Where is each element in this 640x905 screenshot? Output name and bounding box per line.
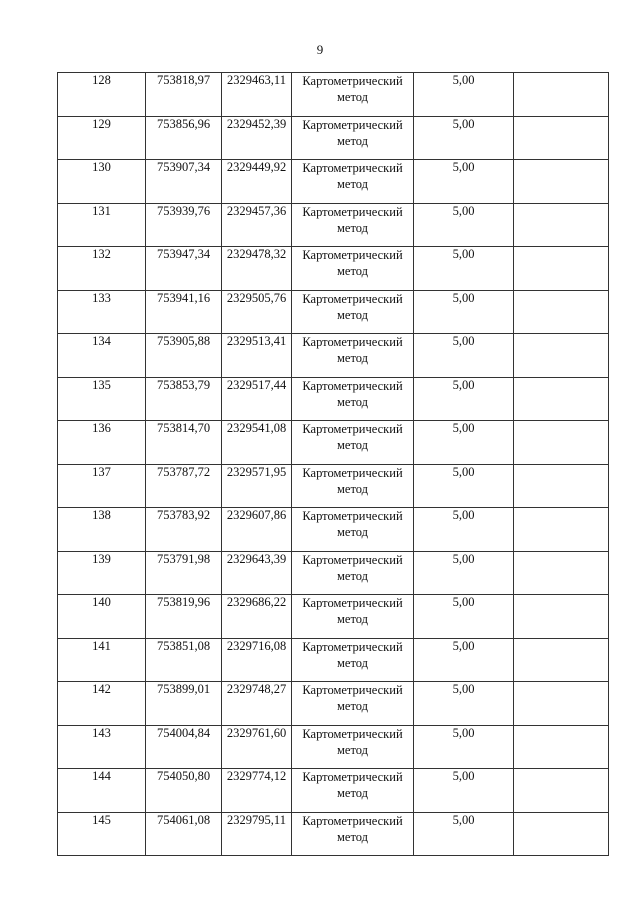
method-line-2: метод — [336, 90, 368, 104]
note-cell — [514, 682, 609, 726]
method-cell — [292, 421, 414, 465]
method-line-1: Картометрический — [302, 813, 403, 828]
method-line-2: метод — [336, 742, 368, 757]
accuracy-cell: 5,00 — [414, 377, 514, 421]
point-number-cell: 128 — [58, 73, 146, 117]
method-line-2: метод — [336, 655, 368, 670]
accuracy-cell: 5,00 — [414, 73, 514, 117]
x-coordinate-cell: 753947,34 — [146, 247, 222, 291]
method-cell — [292, 247, 414, 291]
method-line-1: Картометрический — [302, 770, 403, 784]
method-line-1: Картометрический — [302, 596, 403, 610]
x-coordinate-cell: 753787,72 — [146, 464, 222, 508]
method-cell — [292, 769, 414, 813]
point-number-cell: 131 — [58, 203, 146, 247]
method-cell — [292, 508, 414, 552]
point-number-cell: 135 — [58, 377, 146, 421]
x-coordinate-cell: 753905,88 — [146, 334, 222, 378]
point-number-cell: 141 — [58, 638, 146, 682]
y-coordinate-cell: 2329463,11 — [222, 73, 292, 117]
y-coordinate-cell: 2329571,95 — [222, 464, 292, 508]
x-coordinate-cell: 753818,97 — [146, 73, 222, 117]
note-cell — [514, 421, 609, 465]
table-row — [58, 464, 609, 508]
table-row — [58, 812, 609, 856]
point-number-cell: 145 — [58, 812, 146, 856]
point-number-cell: 132 — [58, 247, 146, 291]
note-cell — [514, 116, 609, 160]
accuracy-cell: 5,00 — [414, 595, 514, 639]
x-coordinate-cell: 753819,96 — [146, 595, 222, 639]
method-line-2: метод — [336, 307, 368, 322]
method-cell — [292, 290, 414, 334]
accuracy-cell: 5,00 — [414, 160, 514, 204]
method-line-1: Картометрический — [302, 117, 403, 132]
method-line-1: Картометрический — [302, 683, 403, 697]
note-cell — [514, 377, 609, 421]
method-cell — [292, 595, 414, 639]
note-cell — [514, 725, 609, 769]
x-coordinate-cell: 753899,01 — [146, 682, 222, 726]
method-line-1: Картометрический — [302, 161, 403, 175]
y-coordinate-cell: 2329795,11 — [222, 812, 292, 856]
accuracy-cell: 5,00 — [414, 247, 514, 291]
method-cell — [292, 203, 414, 247]
table-row — [58, 290, 609, 334]
accuracy-cell: 5,00 — [414, 334, 514, 378]
accuracy-cell: 5,00 — [414, 421, 514, 465]
x-coordinate-cell: 753853,79 — [146, 377, 222, 421]
method-line-2: метод — [336, 568, 368, 583]
method-line-1: Картометрический — [302, 552, 403, 567]
x-coordinate-cell: 753939,76 — [146, 203, 222, 247]
note-cell — [514, 203, 609, 247]
accuracy-cell: 5,00 — [414, 682, 514, 726]
y-coordinate-cell: 2329643,39 — [222, 551, 292, 595]
y-coordinate-cell: 2329478,32 — [222, 247, 292, 291]
page-number: 9 — [316, 42, 324, 57]
table-row — [58, 247, 609, 291]
point-number-cell: 134 — [58, 334, 146, 378]
coordinates-table — [57, 72, 609, 856]
point-number-cell: 130 — [58, 160, 146, 204]
x-coordinate-cell: 753907,34 — [146, 160, 222, 204]
table-row — [58, 508, 609, 552]
method-line-1: Картометрический — [302, 335, 403, 349]
method-line-2: метод — [336, 829, 368, 844]
method-line-2: метод — [336, 481, 368, 496]
method-cell — [292, 377, 414, 421]
table-row — [58, 769, 609, 813]
table-row — [58, 377, 609, 421]
method-cell — [292, 812, 414, 856]
point-number-cell: 140 — [58, 595, 146, 639]
accuracy-cell: 5,00 — [414, 812, 514, 856]
y-coordinate-cell: 2329541,08 — [222, 421, 292, 465]
method-line-2: метод — [336, 699, 368, 713]
note-cell — [514, 812, 609, 856]
method-line-1: Картометрический — [302, 509, 403, 523]
y-coordinate-cell: 2329505,76 — [222, 290, 292, 334]
table-row — [58, 160, 609, 204]
method-line-2: метод — [336, 264, 368, 278]
method-line-2: метод — [336, 438, 368, 452]
method-line-1: Картометрический — [302, 204, 403, 219]
method-line-1: Картометрический — [302, 465, 403, 480]
accuracy-cell: 5,00 — [414, 203, 514, 247]
y-coordinate-cell: 2329607,86 — [222, 508, 292, 552]
x-coordinate-cell: 753851,08 — [146, 638, 222, 682]
accuracy-cell: 5,00 — [414, 638, 514, 682]
y-coordinate-cell: 2329761,60 — [222, 725, 292, 769]
note-cell — [514, 334, 609, 378]
note-cell — [514, 160, 609, 204]
method-line-1: Картометрический — [302, 291, 403, 306]
accuracy-cell: 5,00 — [414, 725, 514, 769]
point-number-cell: 138 — [58, 508, 146, 552]
table-row — [58, 334, 609, 378]
accuracy-cell: 5,00 — [414, 769, 514, 813]
note-cell — [514, 290, 609, 334]
x-coordinate-cell: 754050,80 — [146, 769, 222, 813]
y-coordinate-cell: 2329517,44 — [222, 377, 292, 421]
method-cell — [292, 638, 414, 682]
point-number-cell: 139 — [58, 551, 146, 595]
point-number-cell: 137 — [58, 464, 146, 508]
method-line-1: Картометрический — [302, 378, 403, 393]
method-line-1: Картометрический — [302, 726, 403, 741]
table-row — [58, 725, 609, 769]
y-coordinate-cell: 2329716,08 — [222, 638, 292, 682]
table-row — [58, 73, 609, 117]
y-coordinate-cell: 2329513,41 — [222, 334, 292, 378]
method-line-1: Картометрический — [302, 74, 403, 88]
method-line-2: метод — [336, 177, 368, 191]
method-line-2: метод — [336, 351, 368, 365]
accuracy-cell: 5,00 — [414, 551, 514, 595]
method-line-2: метод — [336, 394, 368, 409]
x-coordinate-cell: 753783,92 — [146, 508, 222, 552]
accuracy-cell: 5,00 — [414, 116, 514, 160]
note-cell — [514, 247, 609, 291]
point-number-cell: 143 — [58, 725, 146, 769]
accuracy-cell: 5,00 — [414, 290, 514, 334]
note-cell — [514, 464, 609, 508]
table-row — [58, 682, 609, 726]
method-cell — [292, 725, 414, 769]
method-cell — [292, 464, 414, 508]
note-cell — [514, 769, 609, 813]
point-number-cell: 129 — [58, 116, 146, 160]
accuracy-cell: 5,00 — [414, 464, 514, 508]
note-cell — [514, 638, 609, 682]
method-line-2: метод — [336, 220, 368, 235]
method-cell — [292, 73, 414, 117]
point-number-cell: 133 — [58, 290, 146, 334]
method-line-2: метод — [336, 786, 368, 800]
y-coordinate-cell: 2329748,27 — [222, 682, 292, 726]
table-row — [58, 595, 609, 639]
point-number-cell: 136 — [58, 421, 146, 465]
method-cell — [292, 682, 414, 726]
y-coordinate-cell: 2329686,22 — [222, 595, 292, 639]
method-line-2: метод — [336, 612, 368, 626]
x-coordinate-cell: 753941,16 — [146, 290, 222, 334]
method-line-2: метод — [336, 133, 368, 148]
x-coordinate-cell: 754061,08 — [146, 812, 222, 856]
y-coordinate-cell: 2329457,36 — [222, 203, 292, 247]
coordinates-table-body — [58, 73, 609, 856]
method-line-1: Картометрический — [302, 248, 403, 262]
y-coordinate-cell: 2329774,12 — [222, 769, 292, 813]
x-coordinate-cell: 754004,84 — [146, 725, 222, 769]
table-row — [58, 421, 609, 465]
x-coordinate-cell: 753856,96 — [146, 116, 222, 160]
table-row — [58, 203, 609, 247]
method-cell — [292, 551, 414, 595]
method-cell — [292, 116, 414, 160]
note-cell — [514, 73, 609, 117]
note-cell — [514, 595, 609, 639]
table-row — [58, 638, 609, 682]
table-row — [58, 551, 609, 595]
note-cell — [514, 551, 609, 595]
method-line-2: метод — [336, 525, 368, 539]
y-coordinate-cell: 2329449,92 — [222, 160, 292, 204]
x-coordinate-cell: 753814,70 — [146, 421, 222, 465]
point-number-cell: 144 — [58, 769, 146, 813]
method-line-1: Картометрический — [302, 422, 403, 436]
x-coordinate-cell: 753791,98 — [146, 551, 222, 595]
accuracy-cell: 5,00 — [414, 508, 514, 552]
method-cell — [292, 334, 414, 378]
point-number-cell: 142 — [58, 682, 146, 726]
y-coordinate-cell: 2329452,39 — [222, 116, 292, 160]
method-cell — [292, 160, 414, 204]
note-cell — [514, 508, 609, 552]
table-row — [58, 116, 609, 160]
method-line-1: Картометрический — [302, 639, 403, 654]
